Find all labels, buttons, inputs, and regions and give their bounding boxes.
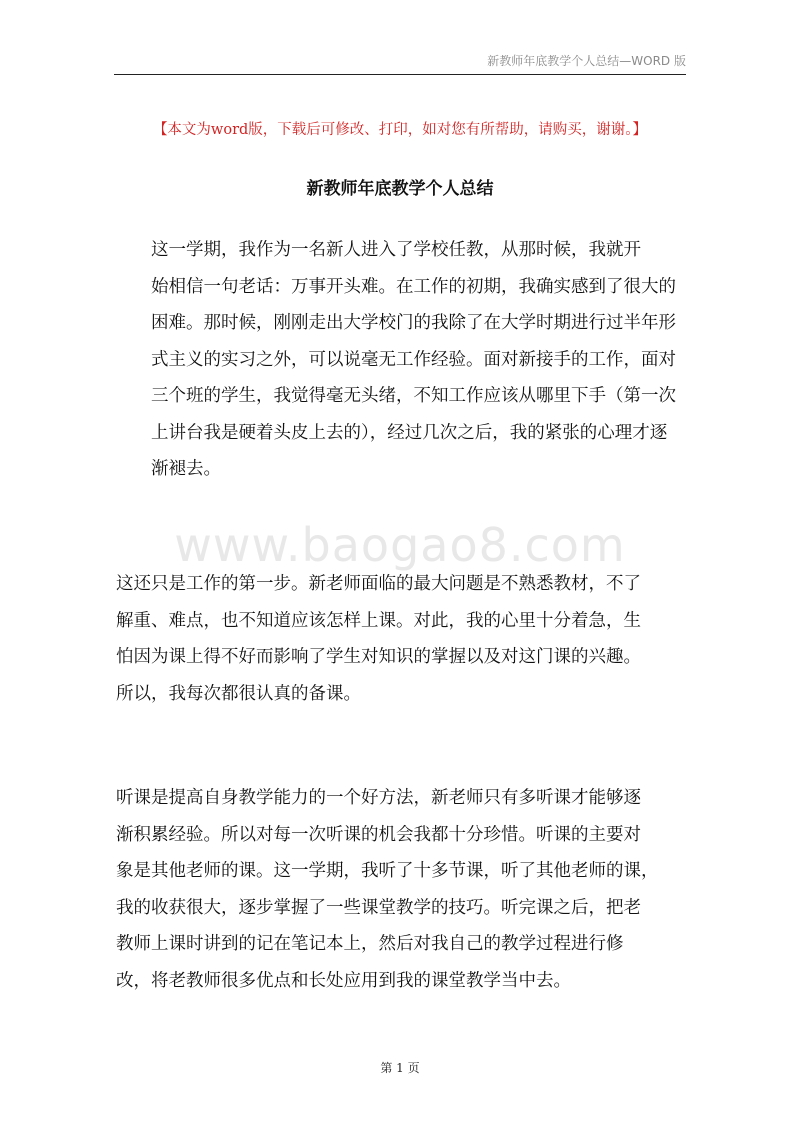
paragraph-2 bbox=[116, 566, 686, 712]
paragraph-line: 象是其他老师的课。这一学期，我听了十多节课，听了其他老师的课， bbox=[116, 861, 659, 881]
paragraph-line: 这还只是工作的第一步。新老师面临的最大问题是不熟悉教材，不了 bbox=[116, 574, 641, 594]
running-header-title: 新教师年底教学个人总结—WORD 版 bbox=[487, 54, 686, 68]
paragraph-line: 听课是提高自身教学能力的一个好方法，新老师只有多听课才能够逐 bbox=[116, 788, 641, 808]
purchase-notice: 【本文为word版，下载后可修改、打印，如对您有所帮助，请购买，谢谢。】 bbox=[152, 122, 648, 138]
paragraph-3 bbox=[116, 780, 686, 999]
paragraph-line: 教师上课时讲到的记在笔记本上，然后对我自己的教学过程进行修 bbox=[116, 934, 624, 954]
paragraph-line: 我的收获很大，逐步掌握了一些课堂教学的技巧。听完课之后，把老 bbox=[116, 897, 641, 918]
paragraph-line: 式主义的实习之外，可以说毫无工作经验。面对新接手的工作，面对 bbox=[151, 349, 676, 370]
document-title: 新教师年底教学个人总结 bbox=[306, 179, 494, 199]
paragraph-line: 怕因为课上得不好而影响了学生对知识的掌握以及对这门课的兴趣。 bbox=[116, 647, 641, 667]
paragraph-line: 改，将老教师很多优点和长处应用到我的课堂教学当中去。 bbox=[116, 970, 571, 991]
paragraph-line: 困难。那时候，刚刚走出大学校门的我除了在大学时期进行过半年形 bbox=[151, 313, 676, 333]
paragraph-line: 三个班的学生，我觉得毫无头绪，不知工作应该从哪里下手（第一次 bbox=[151, 386, 676, 406]
paragraph-line: 解重、难点，也不知道应该怎样上课。对此，我的心里十分着急，生 bbox=[116, 610, 641, 631]
paragraph-1 bbox=[116, 232, 686, 488]
paragraph-line: 渐褪去。 bbox=[151, 459, 221, 479]
header-divider bbox=[114, 74, 686, 75]
watermark: www.baogao8.com bbox=[174, 518, 626, 572]
paragraph-line: 渐积累经验。所以对每一次听课的机会我都十分珍惜。听课的主要对 bbox=[116, 824, 641, 845]
paragraph-line: 上讲台我是硬着头皮上去的），经过几次之后，我的紧张的心理才逐 bbox=[151, 422, 668, 443]
page-number: 第 1 页 bbox=[380, 1061, 420, 1075]
paragraph-line: 始相信一句老话：万事开头难。在工作的初期，我确实感到了很大的 bbox=[151, 276, 676, 297]
paragraph-line: 所以，我每次都很认真的备课。 bbox=[116, 683, 361, 704]
paragraph-line: 这一学期，我作为一名新人进入了学校任教，从那时候，我就开 bbox=[151, 240, 641, 260]
